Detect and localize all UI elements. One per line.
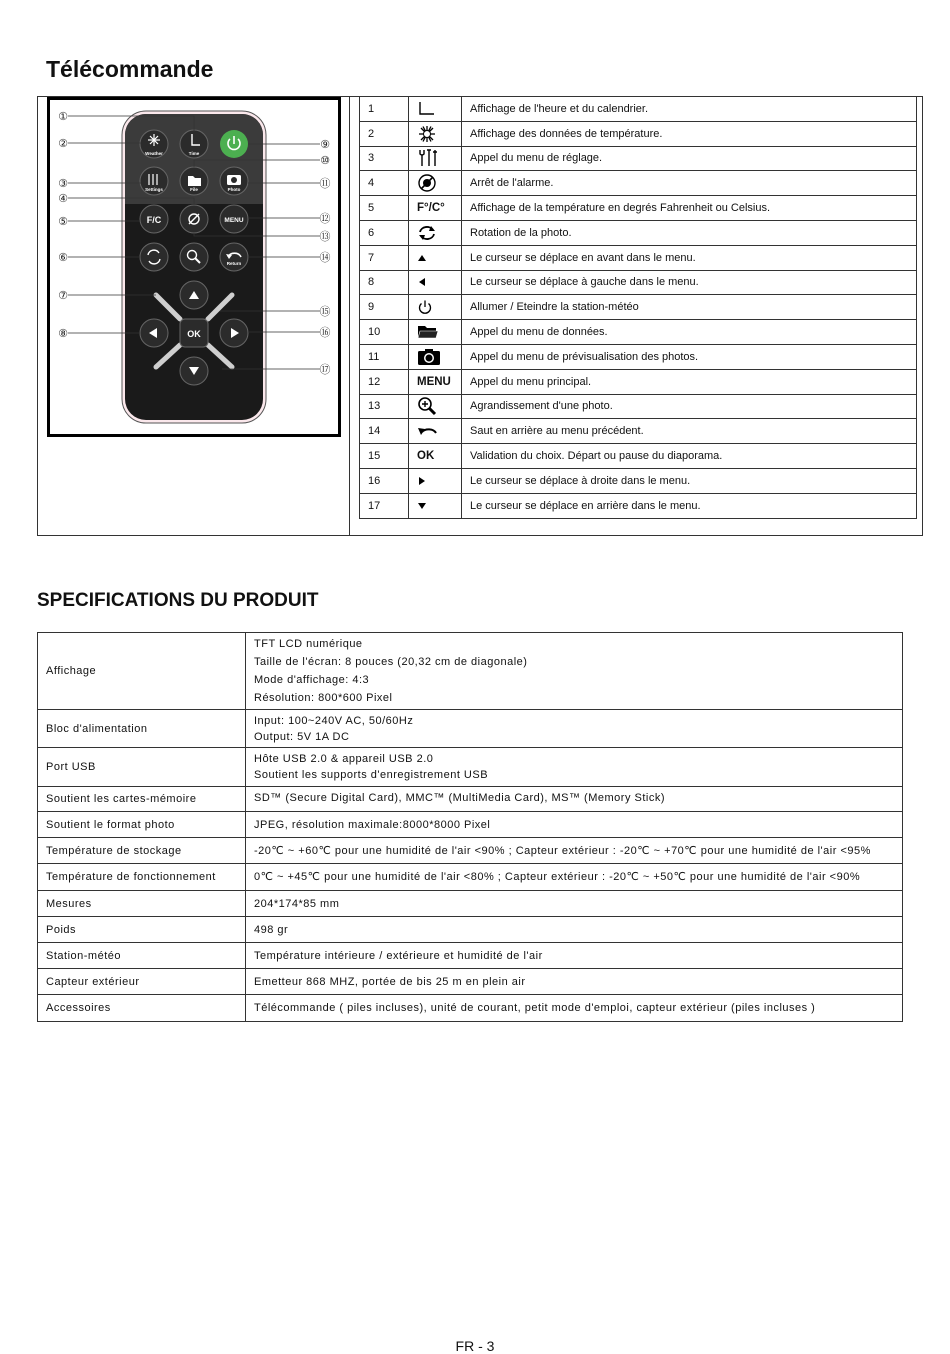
spec-value-line: Input: 100~240V AC, 50/60Hz (254, 714, 414, 727)
spec-value (246, 787, 903, 812)
key-row (360, 419, 917, 444)
spec-value-line: Taille de l'écran: 8 pouces (20,32 cm de diagonale) (254, 656, 528, 668)
callout-14: ⑭ (319, 252, 331, 264)
key-number: 12 (360, 369, 409, 394)
key-row (360, 369, 917, 394)
spec-value-line: Résolution: 800*600 Pixel (254, 692, 393, 704)
rotate-button[interactable] (140, 243, 168, 271)
key-row (360, 196, 917, 221)
callout-13: ⑬ (319, 231, 331, 243)
spec-label: Température de fonctionnement (38, 864, 246, 891)
spec-value-line: 498 gr (254, 923, 289, 936)
key-row (360, 444, 917, 469)
spec-label: Soutient les cartes-mémoire (38, 787, 246, 812)
callout-2: ② (58, 138, 68, 150)
spec-value (246, 995, 903, 1022)
spec-label: Soutient le format photo (38, 812, 246, 838)
key-description: Le curseur se déplace en arrière dans le menu. (462, 493, 917, 518)
page-title: Télécommande (46, 56, 214, 82)
spec-value-line: Soutient les supports d'enregistrement USB (254, 769, 489, 781)
spec-value-line: 0℃ ~ +45℃ pour une humidité de l'air <80% ; Capteur extérieur : -20℃ ~ +50℃ pour une humidité de l'air <90% (254, 871, 861, 883)
key-row (360, 245, 917, 270)
key-symbol-label: MENU (409, 369, 462, 394)
tools-icon (409, 146, 462, 171)
callout-7: ⑦ (58, 290, 68, 302)
spec-label: Température de stockage (38, 838, 246, 864)
spec-label: Station-météo (38, 943, 246, 969)
key-description: Le curseur se déplace à droite dans le menu. (462, 468, 917, 493)
fc-button[interactable] (140, 205, 168, 233)
rotate-icon (409, 220, 462, 245)
spec-label: Mesures (38, 891, 246, 917)
spec-value-line: SD™ (Secure Digital Card), MMC™ (MultiMedia Card), MS™ (Memory Stick) (254, 792, 665, 804)
specs-title: SPECIFICATIONS DU PRODUIT (37, 590, 319, 611)
callout-15: ⑮ (319, 306, 331, 318)
spec-value (246, 633, 903, 710)
time-icon (409, 97, 462, 122)
key-symbol-label: F°/C° (409, 196, 462, 221)
spec-value-line: Hôte USB 2.0 & appareil USB 2.0 (254, 753, 434, 765)
key-number: 15 (360, 444, 409, 469)
key-number: 16 (360, 468, 409, 493)
key-description: Arrêt de l'alarme. (462, 171, 917, 196)
spec-value (246, 838, 903, 864)
key-description: Affichage de la température en degrés Fahrenheit ou Celsius. (462, 196, 917, 221)
key-number: 10 (360, 320, 409, 345)
remote-keys-table (359, 96, 917, 519)
fc-label: F/C (146, 215, 162, 225)
down-button[interactable] (180, 357, 208, 385)
callout-1: ① (58, 111, 68, 123)
key-row (360, 121, 917, 146)
photo-button[interactable] (220, 167, 248, 195)
spec-label: Capteur extérieur (38, 969, 246, 995)
right-button[interactable] (220, 319, 248, 347)
key-description: Appel du menu de prévisualisation des photos. (462, 344, 917, 369)
key-number: 1 (360, 97, 409, 122)
key-number: 3 (360, 146, 409, 171)
spec-value-line: -20℃ ~ +60℃ pour une humidité de l'air <90% ; Capteur extérieur : -20℃ ~ +70℃ pour une humidité de l'air <95% (254, 844, 871, 857)
spec-value-line: Emetteur 868 MHZ, portée de bis 25 m en plein air (254, 975, 526, 988)
key-number: 4 (360, 171, 409, 196)
menu-button[interactable] (220, 205, 248, 233)
callout-17: ⑰ (319, 364, 331, 376)
alarm-off-icon (409, 171, 462, 196)
spec-row (38, 864, 903, 891)
remote-illustration (38, 97, 358, 537)
callout-4: ④ (58, 193, 68, 205)
key-description: Rotation de la photo. (462, 220, 917, 245)
spec-value-line: Télécommande ( piles incluses), unité de courant, petit mode d'emploi, capteur extérieur (piles incluses ) (254, 1002, 816, 1014)
key-number: 7 (360, 245, 409, 270)
key-row (360, 394, 917, 419)
key-description: Appel du menu de données. (462, 320, 917, 345)
spec-row (38, 969, 903, 995)
key-row (360, 97, 917, 122)
spec-value-line: Output: 5V 1A DC (254, 730, 350, 743)
time-label: Time (188, 151, 200, 156)
spec-value (246, 891, 903, 917)
key-number: 13 (360, 394, 409, 419)
callout-16: ⑯ (319, 327, 331, 339)
spec-value (246, 917, 903, 943)
return-button[interactable] (220, 243, 248, 271)
key-number: 11 (360, 344, 409, 369)
left-arrow-icon (409, 270, 462, 295)
key-description: Le curseur se déplace en avant dans le menu. (462, 245, 917, 270)
spec-label: Bloc d'alimentation (38, 710, 246, 748)
alarm-off-button[interactable] (180, 205, 208, 233)
callout-8: ⑧ (58, 328, 68, 340)
sun-icon (409, 121, 462, 146)
spec-row (38, 633, 903, 710)
left-button[interactable] (140, 319, 168, 347)
spec-value-line: TFT LCD numérique (254, 638, 363, 650)
spec-label: Accessoires (38, 995, 246, 1022)
camera-icon (409, 344, 462, 369)
key-description: Allumer / Eteindre la station-météo (462, 295, 917, 320)
zoom-button[interactable] (180, 243, 208, 271)
spec-value (246, 943, 903, 969)
key-row (360, 493, 917, 518)
spec-row (38, 787, 903, 812)
spec-row (38, 812, 903, 838)
spec-value (246, 969, 903, 995)
spec-row (38, 710, 903, 748)
spec-label: Affichage (38, 633, 246, 710)
key-number: 6 (360, 220, 409, 245)
ok-label: OK (187, 329, 201, 339)
up-arrow-icon (409, 245, 462, 270)
spec-row (38, 748, 903, 787)
key-number: 17 (360, 493, 409, 518)
key-description: Affichage de l'heure et du calendrier. (462, 97, 917, 122)
key-row (360, 146, 917, 171)
settings-label: Settings (145, 187, 163, 192)
weather-label: Weather (145, 151, 163, 156)
key-description: Affichage des données de température. (462, 121, 917, 146)
folder-icon (409, 320, 462, 345)
return-label: Return (226, 261, 242, 266)
power-button[interactable] (220, 130, 248, 158)
key-number: 8 (360, 270, 409, 295)
spec-value-line: 204*174*85 mm (254, 897, 340, 910)
settings-button[interactable] (140, 167, 168, 195)
time-button[interactable] (180, 130, 208, 158)
callout-11: ⑪ (319, 178, 331, 190)
key-row (360, 295, 917, 320)
spec-row (38, 891, 903, 917)
spec-row (38, 943, 903, 969)
file-button[interactable] (180, 167, 208, 195)
spec-value-line: JPEG, résolution maximale:8000*8000 Pixel (254, 818, 491, 831)
key-description: Le curseur se déplace à gauche dans le menu. (462, 270, 917, 295)
photo-label: Photo (227, 187, 241, 192)
key-row (360, 220, 917, 245)
right-arrow-icon (409, 468, 462, 493)
key-row (360, 320, 917, 345)
specs-table (37, 632, 903, 1022)
file-label: File (190, 187, 198, 192)
spec-value-line: Température intérieure / extérieure et humidité de l'air (254, 949, 543, 962)
key-row (360, 270, 917, 295)
key-row (360, 468, 917, 493)
spec-value (246, 812, 903, 838)
spec-value-line: Mode d'affichage: 4:3 (254, 674, 370, 686)
menu-label: MENU (224, 217, 244, 224)
callout-9: ⑨ (320, 139, 330, 151)
ok-button[interactable] (180, 319, 208, 347)
key-description: Appel du menu principal. (462, 369, 917, 394)
spec-label: Port USB (38, 748, 246, 787)
down-arrow-icon (409, 493, 462, 518)
zoom-icon (409, 394, 462, 419)
key-symbol-label: OK (409, 444, 462, 469)
key-description: Saut en arrière au menu précédent. (462, 419, 917, 444)
spec-value (246, 864, 903, 891)
key-row (360, 171, 917, 196)
key-number: 5 (360, 196, 409, 221)
key-number: 14 (360, 419, 409, 444)
callout-12: ⑫ (319, 213, 331, 225)
callout-3: ③ (58, 178, 68, 190)
callout-5: ⑤ (58, 216, 68, 228)
callout-6: ⑥ (58, 252, 68, 264)
key-description: Appel du menu de réglage. (462, 146, 917, 171)
key-number: 2 (360, 121, 409, 146)
spec-row (38, 838, 903, 864)
spec-row (38, 995, 903, 1022)
return-icon (409, 419, 462, 444)
key-description: Validation du choix. Départ ou pause du diaporama. (462, 444, 917, 469)
spec-value (246, 710, 903, 748)
key-description: Agrandissement d'une photo. (462, 394, 917, 419)
callout-10: ⑩ (320, 155, 330, 167)
key-number: 9 (360, 295, 409, 320)
power-icon (409, 295, 462, 320)
key-row (360, 344, 917, 369)
weather-button[interactable] (140, 130, 168, 158)
spec-value (246, 748, 903, 787)
up-button[interactable] (180, 281, 208, 309)
spec-label: Poids (38, 917, 246, 943)
spec-row (38, 917, 903, 943)
page-number: FR - 3 (455, 1338, 495, 1354)
